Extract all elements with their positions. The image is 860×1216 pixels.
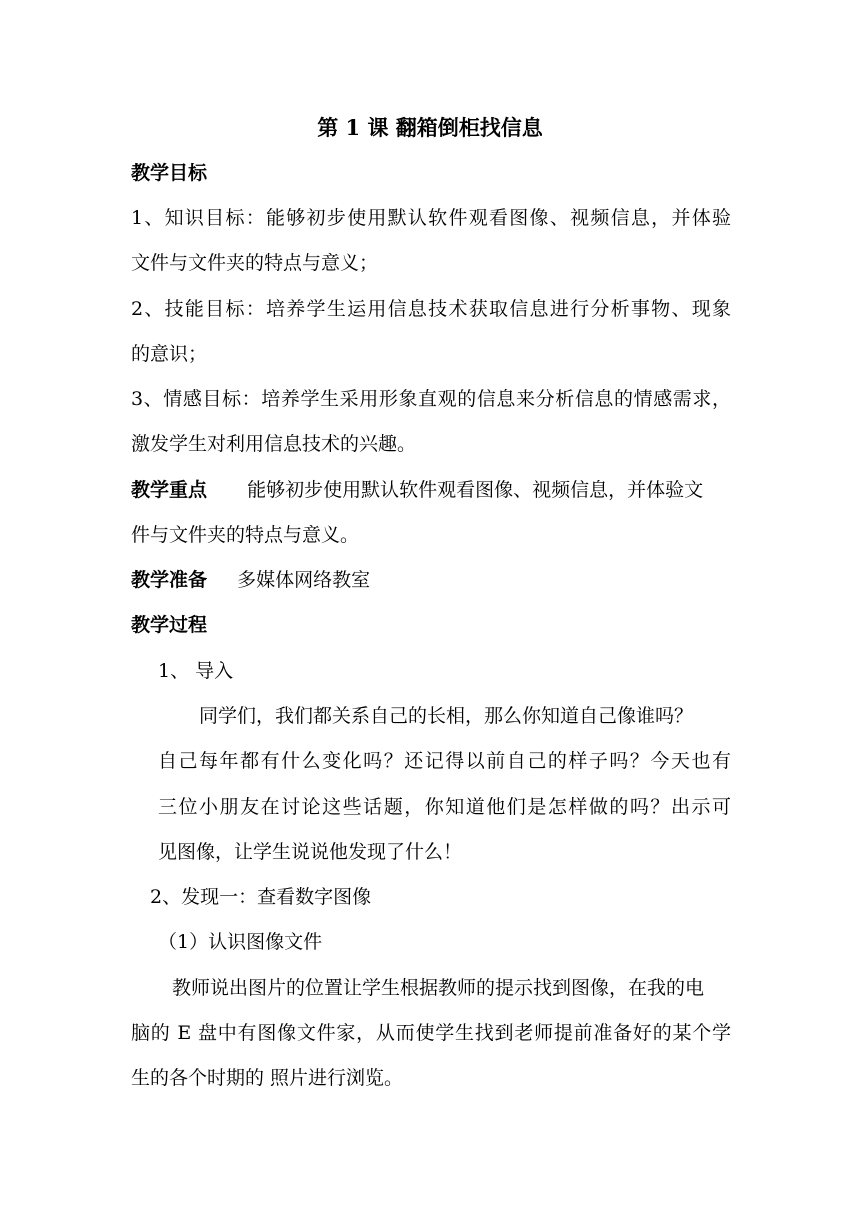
preparation-text: 多媒体网络教室 [237,569,371,591]
objectives-heading: 教学目标 [131,162,208,184]
objective-1-line-1: 1、知识目标：能够初步使用默认软件观看图像、视频信息，并体验 [131,207,731,229]
objective-3-line-2: 激发学生对利用信息技术的兴趣。 [131,433,417,455]
objective-2-line-1: 2、技能目标：培养学生运用信息技术获取信息进行分析事物、现象 [131,298,731,320]
key-points-paragraph [131,477,731,503]
step-1-para-line-4: 见图像，让学生说说他发现了什么！ [158,841,463,863]
preparation-label: 教学准备 [131,569,208,591]
lesson-title: 第 1 课 翻箱倒柜找信息 [317,115,543,140]
step-1-para-line-1: 同学们，我们都关系自己的长相，那么你知道自己像谁吗？ [199,705,694,727]
step-2-para-line-3: 生的各个时期的 照片进行浏览。 [131,1067,404,1089]
step-1-para-line-2: 自己每年都有什么变化吗？还记得以前自己的样子吗？今天也有 [158,750,731,772]
objective-2-line-2: 的意识； [131,343,208,365]
process-heading: 教学过程 [131,614,208,636]
step-2-para-line-1: 教师说出图片的位置让学生根据教师的提示找到图像，在我的电 [172,977,705,999]
objective-3-line-1: 3、情感目标：培养学生采用形象直观的信息来分析信息的情感需求， [131,388,731,410]
preparation-paragraph [131,567,731,593]
step-1-title: 1、 导入 [158,660,234,682]
step-2-para-line-2: 脑的 E 盘中有图像文件家，从而使学生找到老师提前准备好的某个学 [131,1022,731,1044]
objective-1-line-2: 文件与文件夹的特点与意义； [131,252,379,274]
step-2-subheading: （1）认识图像文件 [158,931,323,953]
key-points-text-line-1: 能够初步使用默认软件观看图像、视频信息，并体验文 [247,479,704,501]
step-2-title: 2、发现一：查看数字图像 [150,886,372,908]
step-1-para-line-3: 三位小朋友在讨论这些话题，你知道他们是怎样做的吗？出示可 [158,796,731,818]
key-points-text-line-2: 件与文件夹的特点与意义。 [131,524,360,546]
key-points-label: 教学重点 [131,479,208,501]
